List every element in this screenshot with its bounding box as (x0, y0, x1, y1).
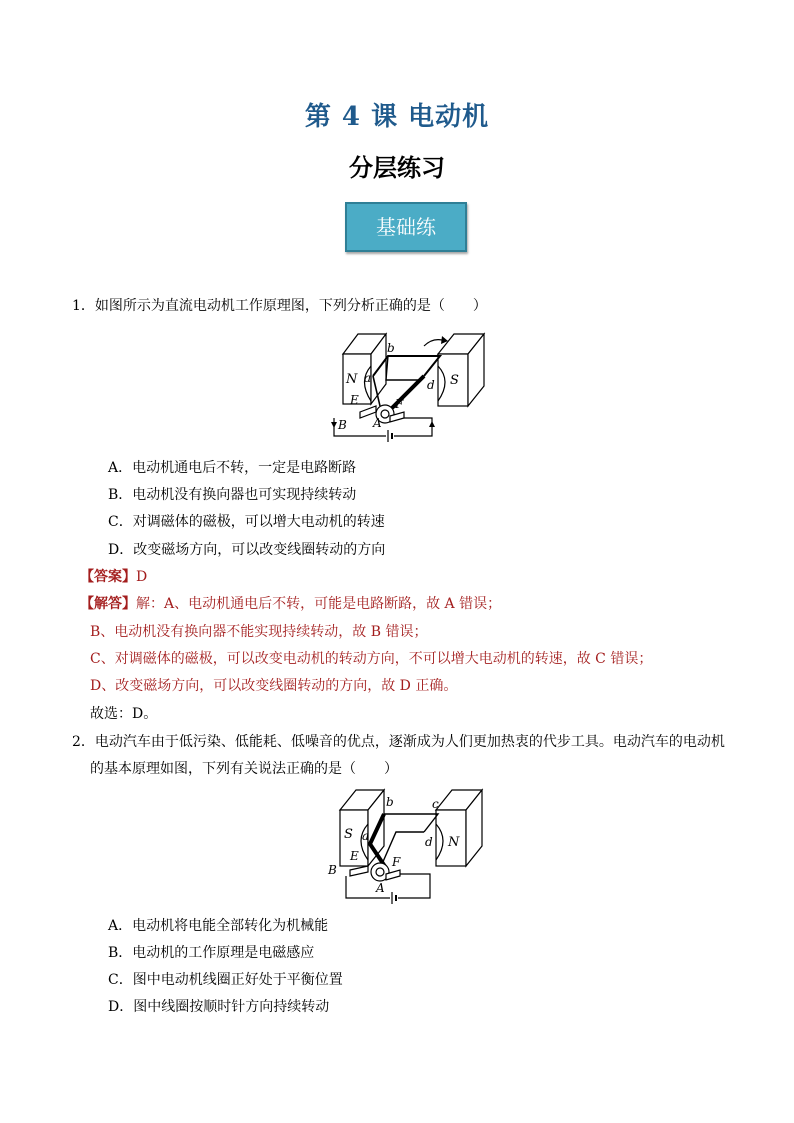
q1-option-b: B．电动机没有换向器也可实现持续转动 (108, 487, 357, 503)
section-badge: 基础练 (345, 202, 467, 252)
answer-tag: 【答案】 (80, 569, 136, 585)
page-subtitle: 分层练习 (349, 153, 445, 182)
question-1-stem: 1．如图所示为直流电动机工作原理图，下列分析正确的是（ ） (72, 298, 487, 314)
q1-conclusion: 故选：D。 (90, 706, 158, 722)
label-d: d (425, 835, 433, 849)
label-n: N (346, 372, 358, 387)
q1-analysis-line-1 (80, 594, 501, 614)
motor-diagram-1 (328, 326, 488, 444)
label-b: b (386, 795, 394, 809)
label-capital-a: A (376, 881, 385, 895)
page-title: 第 4 课 电动机 (304, 102, 490, 132)
q2-option-d: D．图中线圈按顺时针方向持续转动 (108, 999, 330, 1015)
label-d: d (427, 378, 435, 392)
q1-analysis-line-3: C、对调磁体的磁极，可以改变电动机的转动方向，不可以增大电动机的转速，故 C 错误； (90, 651, 653, 667)
label-n: N (448, 835, 460, 850)
label-a: a (364, 371, 372, 385)
label-b: b (387, 341, 395, 355)
motor-diagram-2 (326, 788, 488, 906)
q2-option-b: B．电动机的工作原理是电磁感应 (108, 945, 315, 961)
label-capital-a: A (373, 416, 382, 430)
question-2-stem-line-2: 的基本原理如图，下列有关说法正确的是（ ） (90, 761, 398, 777)
label-s: S (450, 373, 459, 388)
label-a: a (362, 829, 370, 843)
label-f: F (395, 397, 404, 411)
q1-option-d: D．改变磁场方向，可以改变线圈转动的方向 (108, 542, 386, 558)
label-c: c (432, 797, 439, 811)
label-capital-b: B (338, 418, 347, 432)
q1-option-c: C．对调磁体的磁极，可以增大电动机的转速 (108, 514, 385, 530)
label-s: S (344, 827, 353, 842)
question-2-stem-line-1: 2．电动汽车由于低污染、低能耗、低噪音的优点，逐渐成为人们更加热衷的代步工具。电动汽车的电动机 (72, 734, 725, 750)
q1-option-a: A．电动机通电后不转，一定是电路断路 (108, 460, 357, 476)
label-e: E (350, 849, 359, 863)
q1-analysis-line-4: D、改变磁场方向，可以改变线圈转动的方向，故 D 正确。 (90, 678, 458, 694)
analysis-text-1: 解：A、电动机通电后不转，可能是电路断路，故 A 错误； (136, 596, 502, 612)
label-e: E (350, 393, 359, 407)
q1-answer (80, 567, 147, 587)
answer-value: D (136, 569, 148, 585)
q2-option-a: A．电动机将电能全部转化为机械能 (108, 918, 329, 934)
q2-option-c: C．图中电动机线圈正好处于平衡位置 (108, 972, 343, 988)
label-capital-b: B (328, 863, 337, 877)
label-f: F (392, 855, 401, 869)
analysis-tag: 【解答】 (80, 596, 136, 612)
q1-analysis-line-2: B、电动机没有换向器不能实现持续转动，故 B 错误； (90, 624, 428, 640)
